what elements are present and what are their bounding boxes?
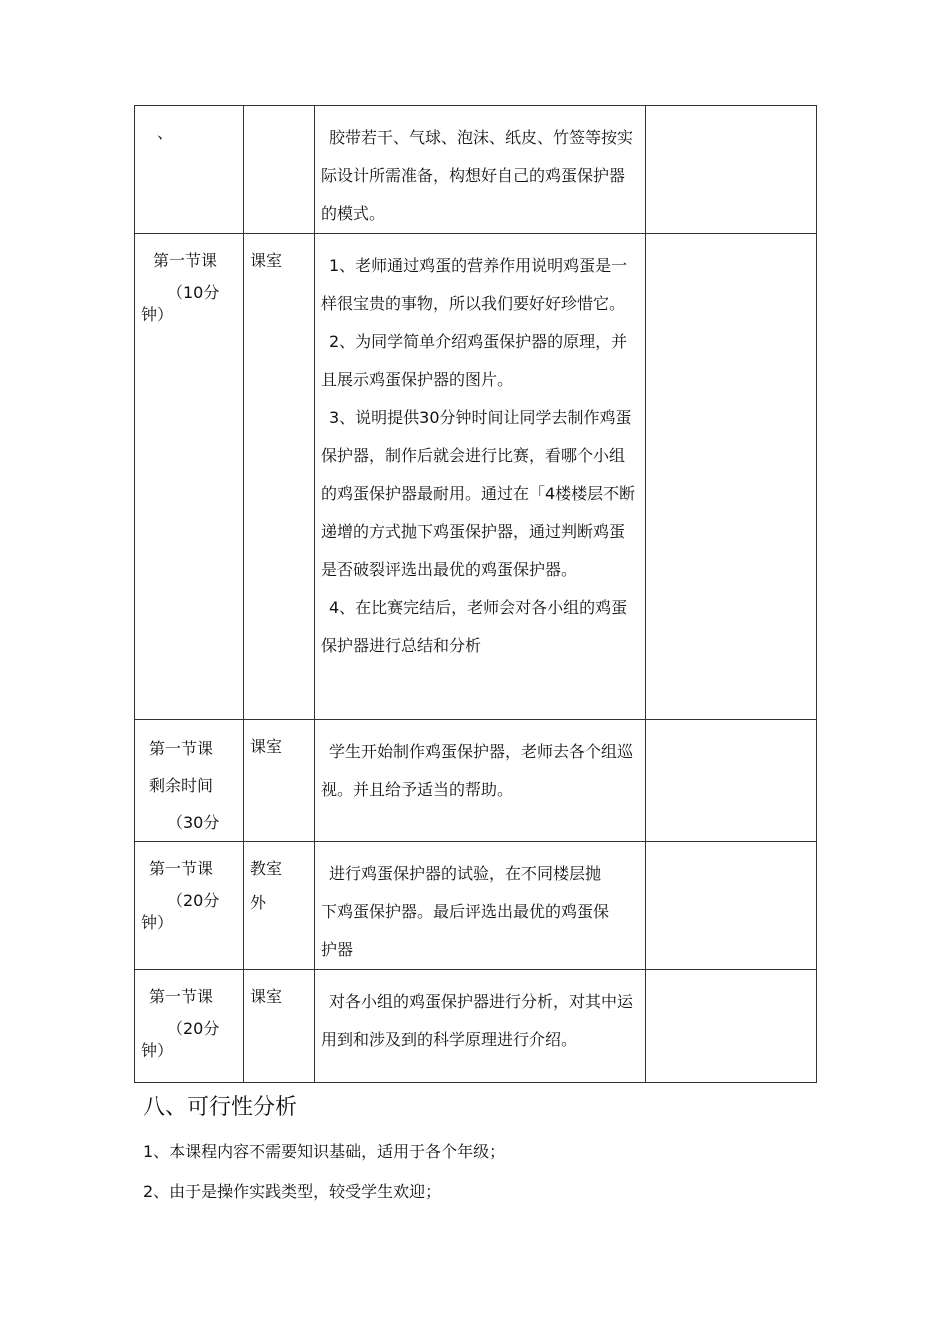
time-label: 第一节课 xyxy=(149,739,214,758)
time-label: 第一节课 xyxy=(149,987,214,1006)
place-cell xyxy=(244,720,315,842)
time-cell xyxy=(135,106,244,234)
duration-tail: 钟） xyxy=(141,913,174,932)
time-cell xyxy=(135,842,244,970)
content-paragraph: 1、老师通过鸡蛋的营养作用说明鸡蛋是一样很宝贵的事物，所以我们要好好珍惜它。 xyxy=(321,256,628,313)
time-cell xyxy=(135,720,244,842)
note-cell xyxy=(646,106,817,234)
content-cell xyxy=(315,970,646,1083)
content-paragraph: 学生开始制作鸡蛋保护器，老师去各个组巡视。并且给予适当的帮助。 xyxy=(321,742,634,799)
schedule-table xyxy=(134,105,817,1083)
place-label: 课室 xyxy=(250,737,283,756)
table-row xyxy=(135,234,817,720)
time-label: 、 xyxy=(157,123,174,142)
feasibility-point: 2、由于是操作实践类型，较受学生欢迎； xyxy=(143,1182,442,1201)
feasibility-point: 1、本课程内容不需要知识基础，适用于各个年级； xyxy=(143,1142,506,1161)
table-row xyxy=(135,842,817,970)
time-label: 第一节课 xyxy=(149,859,214,878)
time-cell xyxy=(135,234,244,720)
note-cell xyxy=(646,720,817,842)
duration-label: （20分 xyxy=(167,891,220,910)
content-cell xyxy=(315,234,646,720)
duration-tail: （30分 xyxy=(167,813,220,832)
place-label: 教室外 xyxy=(250,859,283,912)
place-cell xyxy=(244,106,315,234)
content-cell xyxy=(315,842,646,970)
note-cell xyxy=(646,234,817,720)
duration-label: 剩余时间 xyxy=(149,776,214,795)
table-row xyxy=(135,720,817,842)
section-heading: 八、可行性分析 xyxy=(143,1095,298,1120)
table-row xyxy=(135,106,817,234)
table-row xyxy=(135,970,817,1083)
place-label: 课室 xyxy=(250,251,283,270)
duration-tail: 钟） xyxy=(141,305,174,324)
duration-label: （10分 xyxy=(167,283,220,302)
place-cell xyxy=(244,234,315,720)
content-paragraph: 对各小组的鸡蛋保护器进行分析，对其中运用到和涉及到的科学原理进行介绍。 xyxy=(321,992,634,1049)
duration-label: （20分 xyxy=(167,1019,220,1038)
time-label: 第一节课 xyxy=(153,251,218,270)
place-label: 课室 xyxy=(250,987,283,1006)
content-paragraph: 进行鸡蛋保护器的试验，在不同楼层抛下鸡蛋保护器。最后评选出最优的鸡蛋保护器 xyxy=(321,864,610,959)
content-paragraph: 2、为同学简单介绍鸡蛋保护器的原理，并且展示鸡蛋保护器的图片。 xyxy=(321,332,628,389)
duration-tail: 钟） xyxy=(141,1041,174,1060)
content-paragraph: 4、在比赛完结后，老师会对各小组的鸡蛋保护器进行总结和分析 xyxy=(321,598,628,655)
note-cell xyxy=(646,842,817,970)
time-cell xyxy=(135,970,244,1083)
content-cell xyxy=(315,720,646,842)
content-paragraph: 胶带若干、气球、泡沫、纸皮、竹签等按实际设计所需准备，构想好自己的鸡蛋保护器的模式。 xyxy=(321,128,634,223)
content-cell xyxy=(315,106,646,234)
place-cell xyxy=(244,970,315,1083)
note-cell xyxy=(646,970,817,1083)
place-cell xyxy=(244,842,315,970)
content-paragraph: 3、说明提供30分钟时间让同学去制作鸡蛋保护器，制作后就会进行比赛，看哪个小组的鸡蛋保护器最耐用。通过在「4楼楼层不断递增的方式抛下鸡蛋保护器，通过判断鸡蛋是否破裂评选出最优的鸡蛋保护器。 xyxy=(321,408,636,579)
